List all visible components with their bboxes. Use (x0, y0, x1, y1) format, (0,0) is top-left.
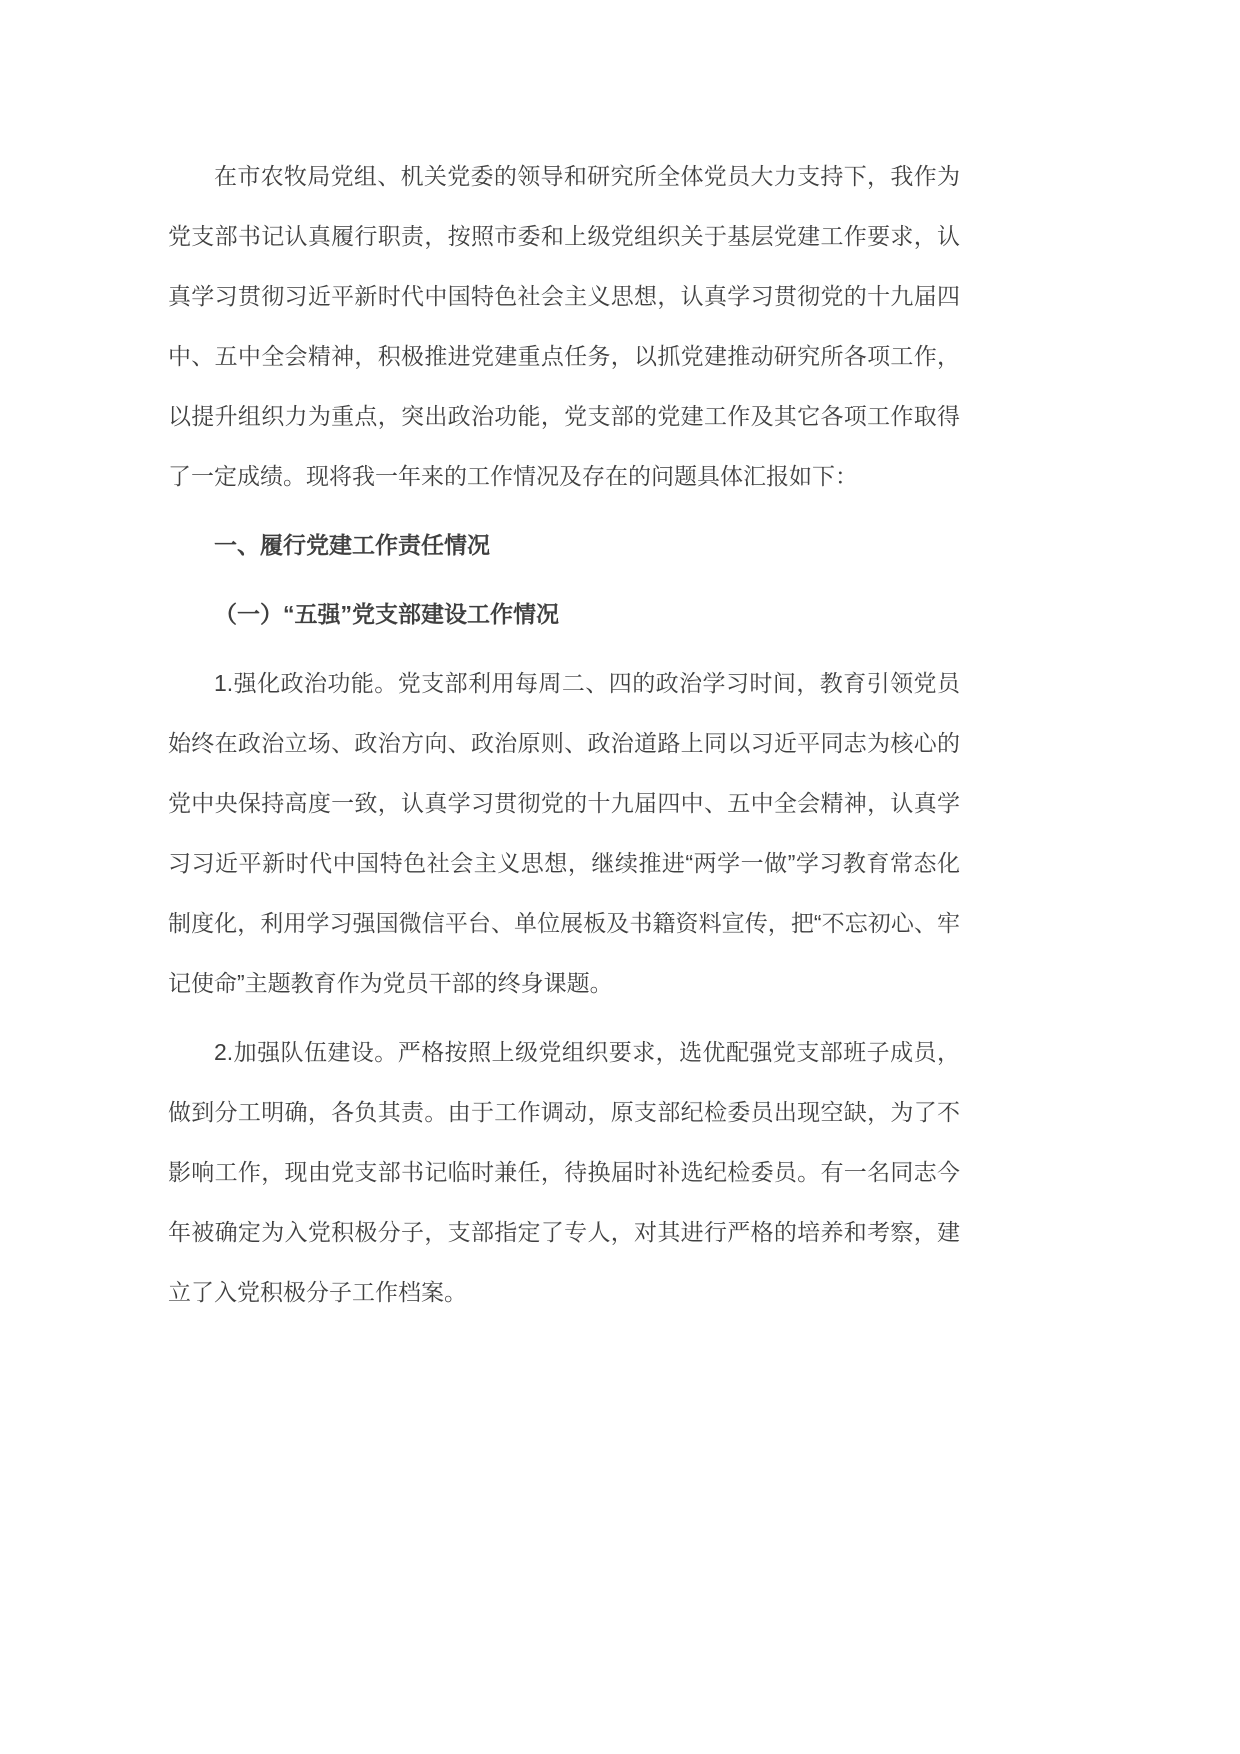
numbered-paragraph-1: 1.强化政治功能。党支部利用每周二、四的政治学习时间，教育引领党员始终在政治立场、政治方向、政治原则、政治道路上同以习近平同志为核心的党中央保持高度一致，认真学习贯彻党的十九届四中、五中全会精神，认真学习习近平新时代中国特色社会主义思想，继续推进“两学一做”学习教育常态化制度化，利用学习强国微信平台、单位展板及书籍资料宣传，把“不忘初心、牢记使命”主题教育作为党员干部的终身课题。 (168, 670, 960, 996)
intro-paragraph: 在市农牧局党组、机关党委的领导和研究所全体党员大力支持下，我作为党支部书记认真履行职责，按照市委和上级党组织关于基层党建工作要求，认真学习贯彻习近平新时代中国特色社会主义思想，认真学习贯彻党的十九届四中、五中全会精神，积极推进党建重点任务，以抓党建推动研究所各项工作，以提升组织力为重点，突出政治功能，党支部的党建工作及其它各项工作取得了一定成绩。现将我一年来的工作情况及存在的问题具体汇报如下： (168, 163, 960, 489)
numbered-paragraph-2: 2.加强队伍建设。严格按照上级党组织要求，选优配强党支部班子成员，做到分工明确，各负其责。由于工作调动，原支部纪检委员出现空缺，为了不影响工作，现由党支部书记临时兼任，待换届时补选纪检委员。有一名同志今年被确定为入党积极分子，支部指定了专人，对其进行严格的培养和考察，建立了入党积极分子工作档案。 (168, 1039, 960, 1305)
section-heading-1: 一、履行党建工作责任情况 (214, 532, 490, 558)
subsection-heading-1-1: （一）“五强”党支部建设工作情况 (214, 601, 559, 627)
